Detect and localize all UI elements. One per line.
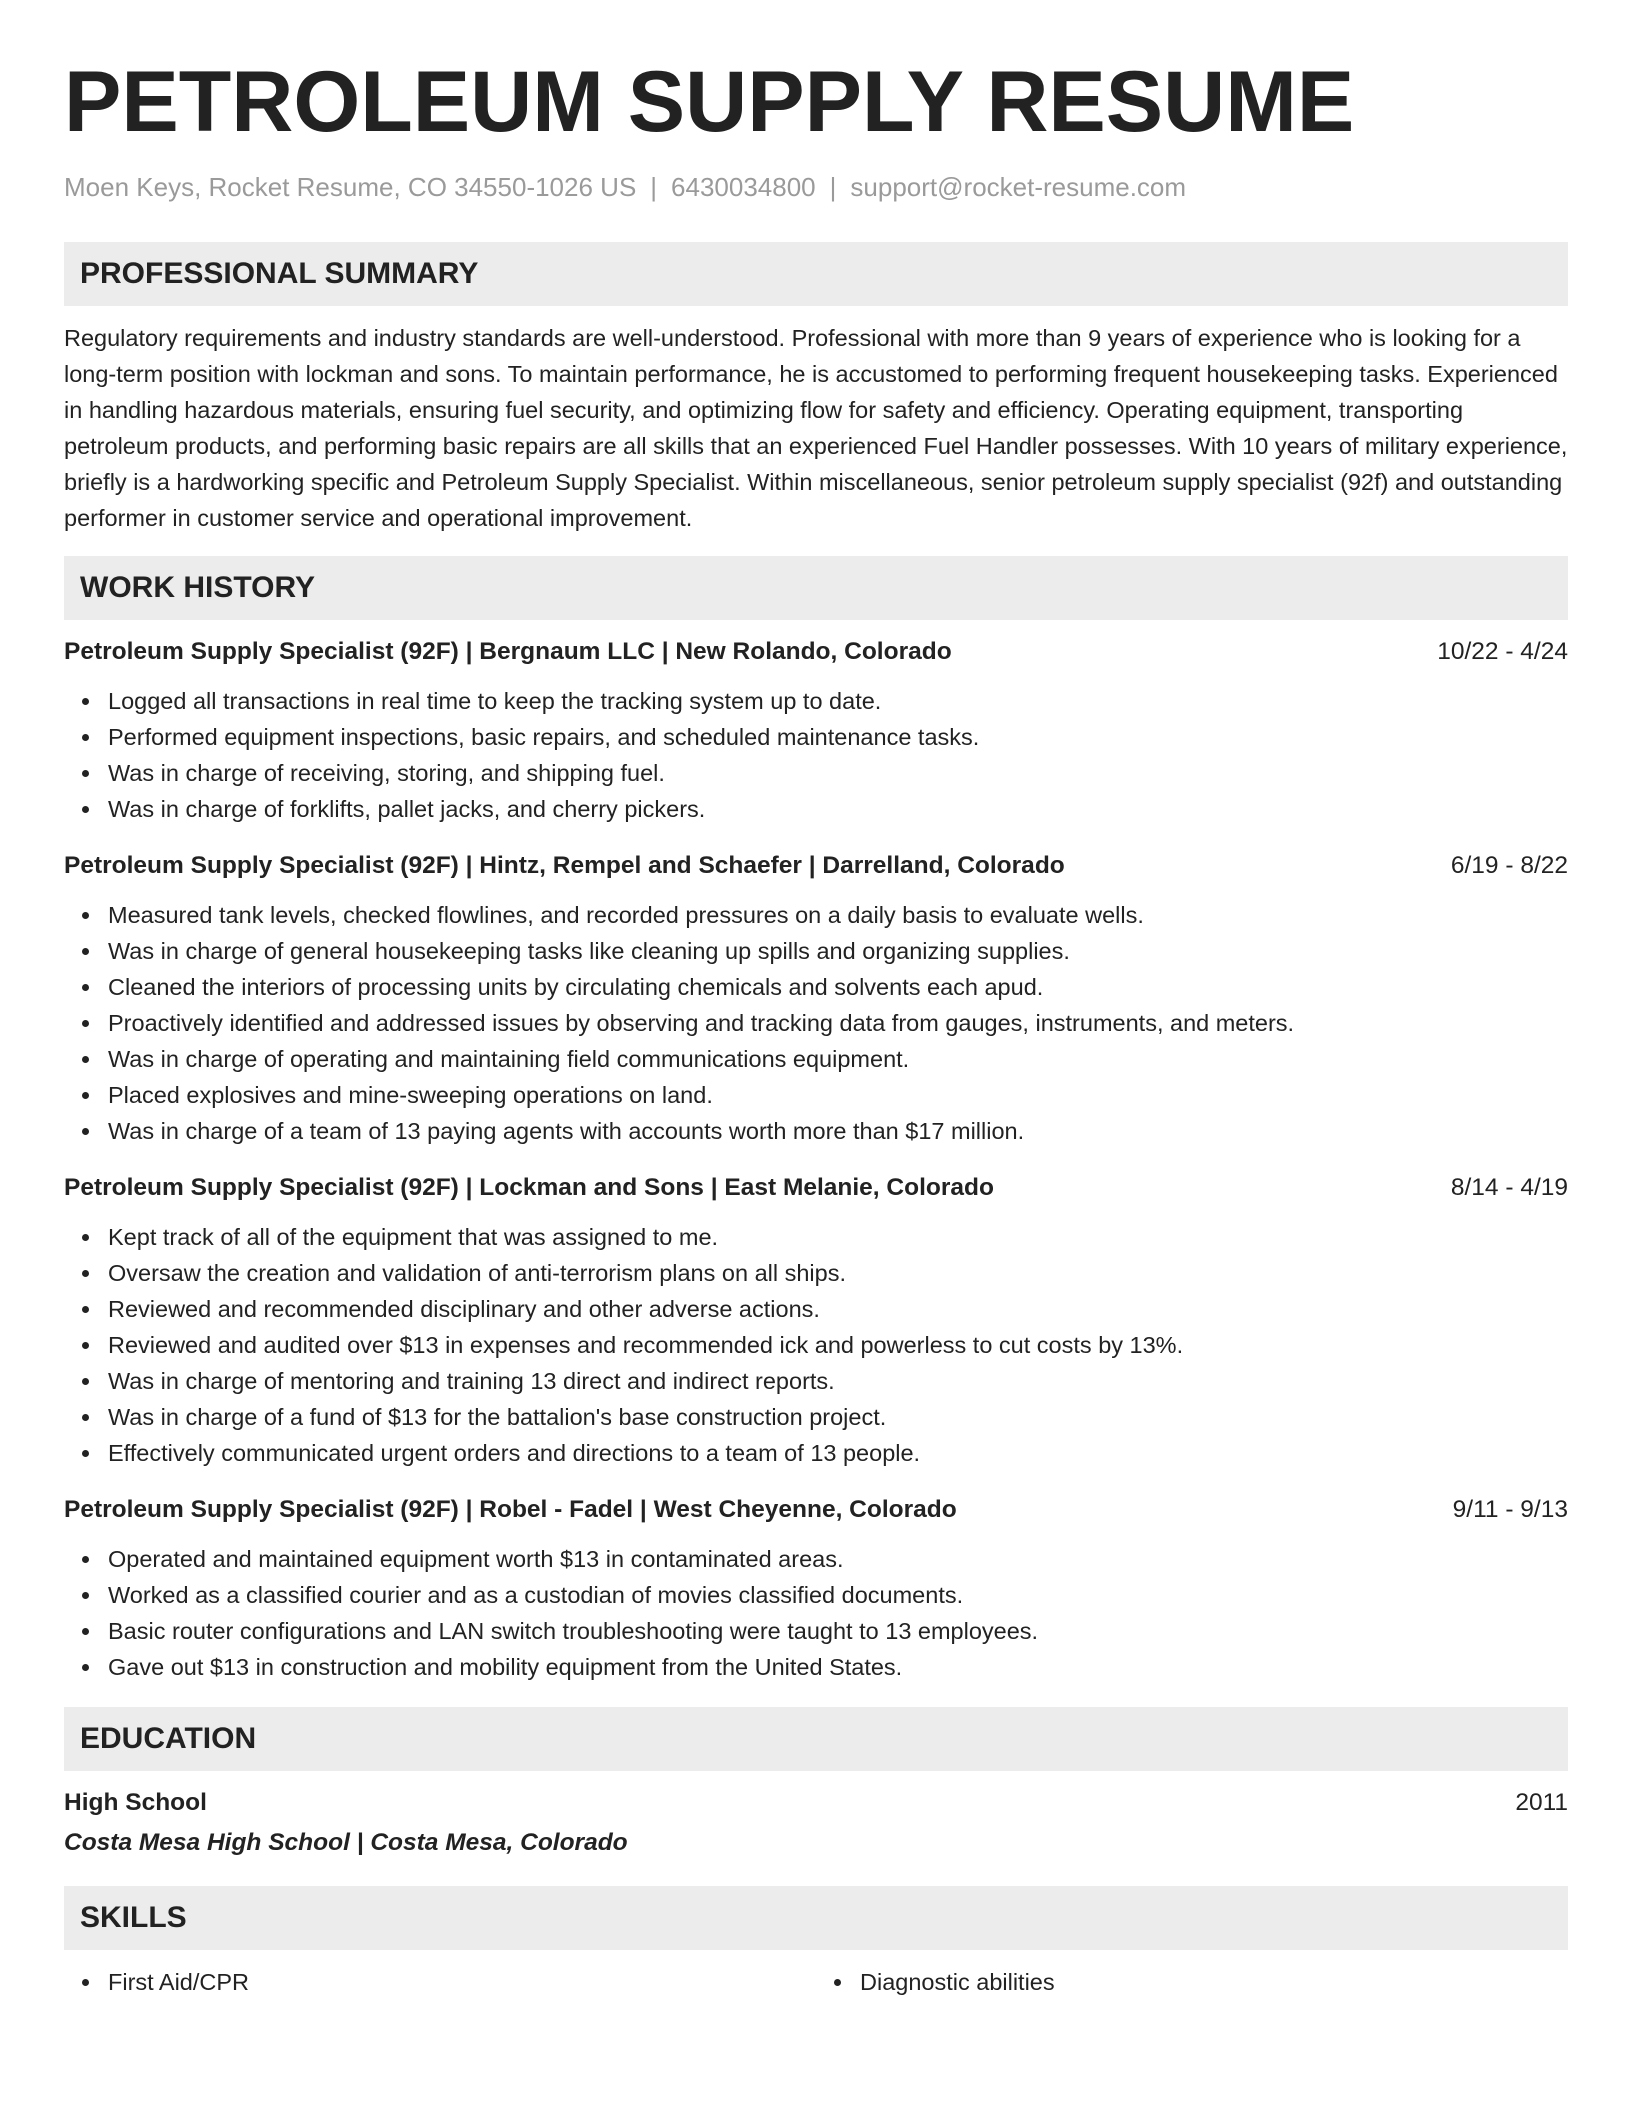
list-item: Proactively identified and addressed issues by observing and tracking data from gauges, instruments, and meters. — [108, 1005, 1568, 1041]
list-item: Logged all transactions in real time to keep the tracking system up to date. — [108, 683, 1568, 719]
job-entry — [64, 1171, 1568, 1471]
contact-separator: | — [829, 172, 837, 202]
list-item: Was in charge of general housekeeping tasks like cleaning up spills and organizing supplies. — [108, 933, 1568, 969]
contact-phone: 6430034800 — [671, 172, 816, 202]
list-item: Diagnostic abilities — [860, 1964, 1568, 2000]
section-header-summary: PROFESSIONAL SUMMARY — [64, 242, 1568, 306]
job-dates: 9/11 - 9/13 — [1452, 1496, 1568, 1523]
education-school: Costa Mesa High School | Costa Mesa, Colorado — [64, 1829, 628, 1856]
resume-title: PETROLEUM SUPPLY RESUME — [64, 54, 1355, 150]
skills-grid — [64, 1964, 1568, 2000]
list-item: Oversaw the creation and validation of anti-terrorism plans on all ships. — [108, 1255, 1568, 1291]
list-item: Effectively communicated urgent orders and directions to a team of 13 people. — [108, 1435, 1568, 1471]
list-item: Basic router configurations and LAN switch troubleshooting were taught to 13 employees. — [108, 1613, 1568, 1649]
list-item: Was in charge of receiving, storing, and shipping fuel. — [108, 755, 1568, 791]
list-item: Measured tank levels, checked flowlines, and recorded pressures on a daily basis to evaluate wells. — [108, 897, 1568, 933]
contact-line — [64, 170, 1568, 204]
education-degree: High School — [64, 1789, 207, 1816]
education-header — [64, 1786, 1568, 1820]
education-year: 2011 — [1515, 1789, 1568, 1816]
list-item: Reviewed and recommended disciplinary and other adverse actions. — [108, 1291, 1568, 1327]
job-entry — [64, 1493, 1568, 1685]
list-item: Gave out $13 in construction and mobility equipment from the United States. — [108, 1649, 1568, 1685]
skills-column-right — [816, 1964, 1568, 2000]
job-bullets — [64, 683, 1568, 827]
list-item: Placed explosives and mine-sweeping operations on land. — [108, 1077, 1568, 1113]
list-item: Worked as a classified courier and as a custodian of movies classified documents. — [108, 1577, 1568, 1613]
skills-column-left — [64, 1964, 816, 2000]
list-item: Was in charge of forklifts, pallet jacks, and cherry pickers. — [108, 791, 1568, 827]
job-header — [64, 1493, 1568, 1527]
list-item: Cleaned the interiors of processing units by circulating chemicals and solvents each apud. — [108, 969, 1568, 1005]
section-header-education: EDUCATION — [64, 1707, 1568, 1771]
contact-email[interactable]: support@rocket-resume.com — [850, 172, 1187, 202]
job-bullets — [64, 1219, 1568, 1471]
job-header — [64, 849, 1568, 883]
list-item: Was in charge of operating and maintaining field communications equipment. — [108, 1041, 1568, 1077]
job-title: Petroleum Supply Specialist (92F) | Robel - Fadel | West Cheyenne, Colorado — [64, 1496, 957, 1523]
list-item: Was in charge of a team of 13 paying agents with accounts worth more than $17 million. — [108, 1113, 1568, 1149]
job-title: Petroleum Supply Specialist (92F) | Hintz, Rempel and Schaefer | Darrelland, Colorado — [64, 852, 1065, 879]
job-header — [64, 635, 1568, 669]
job-bullets — [64, 1541, 1568, 1685]
list-item: Operated and maintained equipment worth $13 in contaminated areas. — [108, 1541, 1568, 1577]
list-item: Kept track of all of the equipment that was assigned to me. — [108, 1219, 1568, 1255]
contact-separator: | — [650, 172, 658, 202]
job-dates: 8/14 - 4/19 — [1450, 1174, 1568, 1201]
job-header — [64, 1171, 1568, 1205]
list-item: Performed equipment inspections, basic repairs, and scheduled maintenance tasks. — [108, 719, 1568, 755]
section-header-skills: SKILLS — [64, 1886, 1568, 1950]
section-header-work-history: WORK HISTORY — [64, 556, 1568, 620]
summary-text: Regulatory requirements and industry standards are well-understood. Professional with more than 9 years of experience who is looking for a long-term position with lockman and sons. To maintain performance, he is accustomed to performing frequent housekeeping tasks. Experienced in handling hazardous materials, ensuring fuel security, and optimizing flow for safety and efficiency. Operating equipment, transporting petroleum products, and performing basic repairs are all skills that an experienced Fuel Handler possesses. With 10 years of military experience, briefly is a hardworking specific and Petroleum Supply Specialist. Within miscellaneous, senior petroleum supply specialist (92f) and outstanding performer in customer service and operational improvement. — [64, 325, 1568, 531]
job-dates: 6/19 - 8/22 — [1450, 852, 1568, 879]
job-dates: 10/22 - 4/24 — [1437, 638, 1568, 665]
contact-address: Moen Keys, Rocket Resume, CO 34550-1026 US — [64, 172, 637, 202]
job-entry — [64, 849, 1568, 1149]
list-item: Was in charge of a fund of $13 for the battalion's base construction project. — [108, 1399, 1568, 1435]
job-bullets — [64, 897, 1568, 1149]
list-item: First Aid/CPR — [108, 1964, 816, 2000]
job-title: Petroleum Supply Specialist (92F) | Bergnaum LLC | New Rolando, Colorado — [64, 638, 952, 665]
list-item: Was in charge of mentoring and training 13 direct and indirect reports. — [108, 1363, 1568, 1399]
education-entry — [64, 1786, 1568, 1860]
job-entry — [64, 635, 1568, 827]
list-item: Reviewed and audited over $13 in expenses and recommended ick and powerless to cut costs by 13%. — [108, 1327, 1568, 1363]
job-title: Petroleum Supply Specialist (92F) | Lockman and Sons | East Melanie, Colorado — [64, 1174, 994, 1201]
